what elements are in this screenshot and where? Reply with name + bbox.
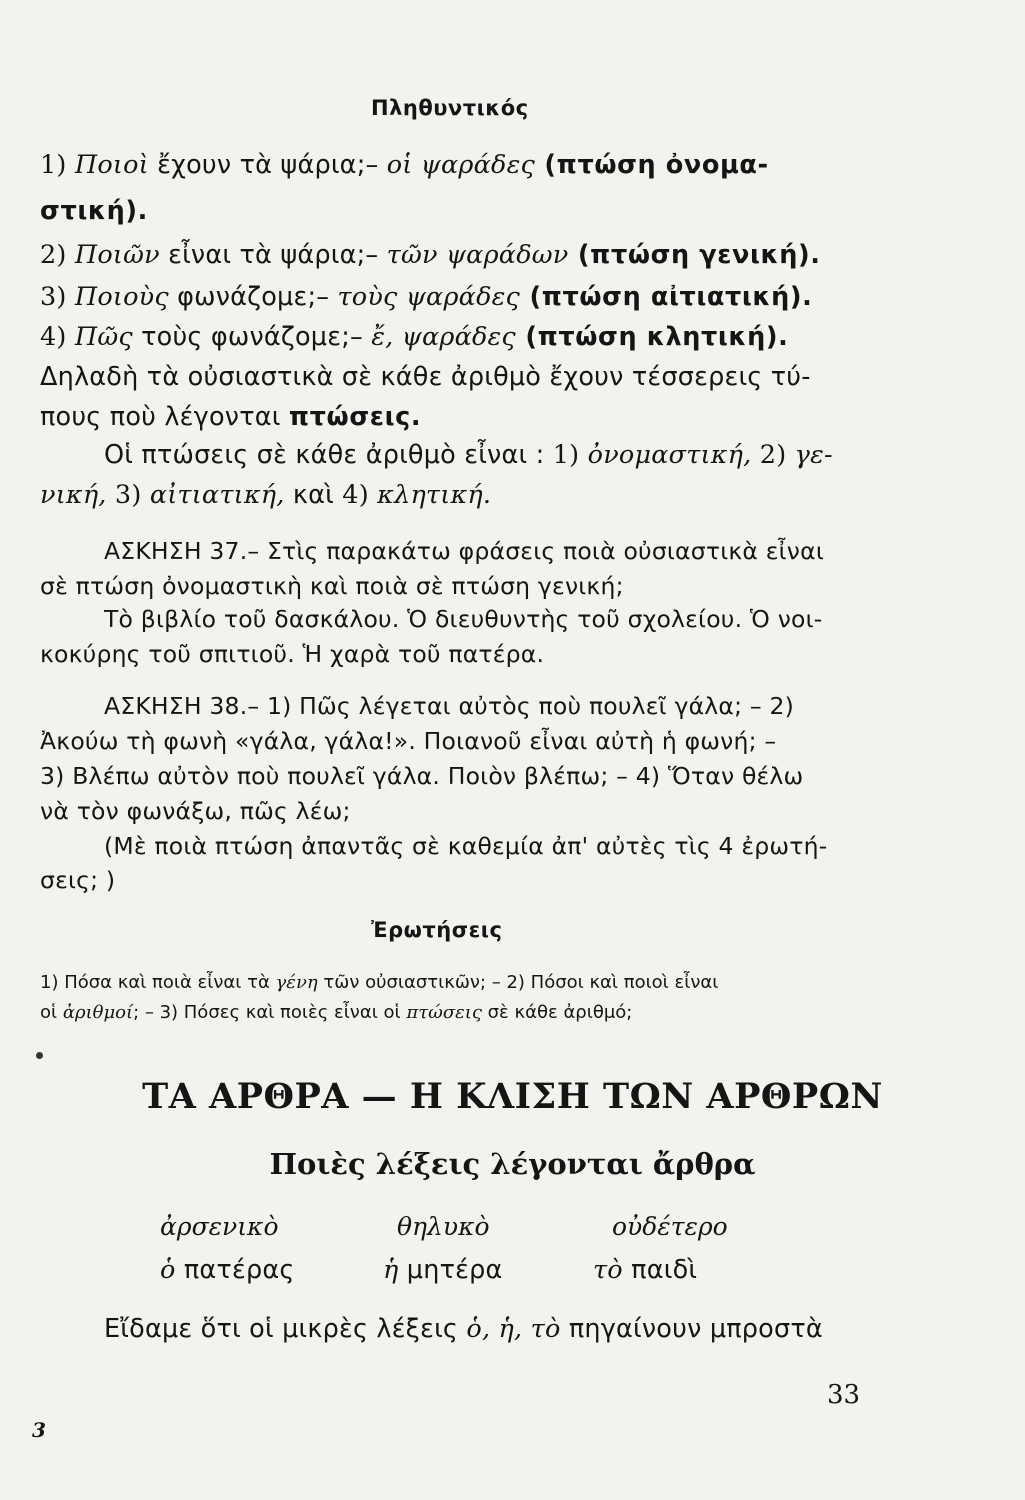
gender-label-neuter: οὐδέτερο	[612, 1212, 728, 1241]
questions-line-2: οἱ ἀριθμοί; – 3) Πόσες καὶ ποιὲς εἶναι οἱ πτώσεις σὲ κάθε ἀριθμό;	[40, 1002, 633, 1023]
summary-line-2: πους ποὺ λέγονται πτώσεις.	[40, 402, 422, 432]
gender-example-neuter: τὸ παιδὶ	[593, 1255, 698, 1285]
cases-list-line-2: νική, 3) αἰτιατική, καὶ 4) κλητική.	[40, 480, 492, 510]
gender-label-feminine: θηλυκὸ	[397, 1212, 490, 1241]
questions-line-1: 1) Πόσα καὶ ποιὰ εἶναι τὰ γένη τῶν οὐσιαστικῶν; – 2) Πόσοι καὶ ποιοὶ εἶναι	[40, 972, 719, 993]
exercise-38-line-1: ΑΣΚΗΣΗ 38.– 1) Πῶς λέγεται αὐτὸς ποὺ πουλεῖ γάλα; – 2)	[104, 692, 795, 720]
gender-label-masculine: ἀρσενικὸ	[160, 1212, 279, 1241]
exercise-37-line-4: κοκύρης τοῦ σπιτιοῦ. Ἡ χαρὰ τοῦ πατέρα.	[40, 640, 545, 668]
case-line-2: 2) Ποιῶν εἶναι τὰ ψάρια;– τῶν ψαράδων (πτώση γενική).	[40, 240, 821, 270]
exercise-38-line-5: (Μὲ ποιὰ πτώση ἀπαντᾶς σὲ καθεμία ἀπ' αὐτὲς τὶς 4 ἐρωτή-	[104, 832, 828, 860]
section-title: ΤΑ ΑΡΘΡΑ — Η ΚΛΙΣΗ ΤΩΝ ΑΡΘΡΩΝ	[142, 1076, 883, 1117]
exercise-38-line-6: σεις; )	[40, 866, 116, 894]
closing-line: Εἴδαμε ὅτι οἱ μικρὲς λέξεις ὁ, ἡ, τὸ πηγαίνουν μπροστὰ	[104, 1314, 823, 1344]
exercise-37-line-2: σὲ πτώση ὀνομαστικὴ καὶ ποιὰ σὲ πτώση γενική;	[40, 572, 624, 600]
exercise-38-line-2: Ἀκούω τὴ φωνὴ «γάλα, γάλα!». Ποιανοῦ εἶναι αὐτὴ ἡ φωνή; –	[40, 727, 777, 755]
case-line-1-cont: στική).	[40, 196, 148, 226]
case-line-4: 4) Πῶς τοὺς φωνάζομε;– ἔ, ψαράδες (πτώση κλητική).	[40, 322, 789, 352]
case-line-3: 3) Ποιοὺς φωνάζομε;– τοὺς ψαράδες (πτώση αἰτιατική).	[40, 282, 813, 312]
gender-example-masculine: ὁ πατέρας	[160, 1255, 295, 1285]
bullet-dot	[36, 1052, 43, 1059]
case-line-1: 1) Ποιοὶ ἔχουν τὰ ψάρια;– οἱ ψαράδες (πτώση ὀνομα-	[40, 150, 769, 180]
gender-example-feminine: ἡ μητέρα	[383, 1255, 503, 1285]
exercise-38-line-3: 3) Βλέπω αὐτὸν ποὺ πουλεῖ γάλα. Ποιὸν βλέπω; – 4) Ὅταν θέλω	[40, 762, 804, 790]
exercise-37-line-1: ΑΣΚΗΣΗ 37.– Στὶς παρακάτω φράσεις ποιὰ οὐσιαστικὰ εἶναι	[104, 537, 824, 565]
section-subtitle: Ποιὲς λέξεις λέγονται ἄρθρα	[269, 1147, 756, 1181]
exercise-38-line-4: νὰ τὸν φωνάξω, πῶς λέω;	[40, 797, 351, 825]
plural-heading: Πληθυντικός	[371, 96, 529, 120]
page-number: 33	[827, 1380, 861, 1410]
questions-heading: Ἐρωτήσεις	[371, 918, 503, 942]
exercise-37-line-3: Τὸ βιβλίο τοῦ δασκάλου. Ὁ διευθυντὴς τοῦ σχολείου. Ὁ νοι-	[104, 605, 823, 633]
cases-list-line-1: Οἱ πτώσεις σὲ κάθε ἀριθμὸ εἶναι : 1) ὀνομαστική, 2) γε-	[104, 440, 833, 470]
signature-mark: 3	[32, 1418, 46, 1442]
summary-line-1: Δηλαδὴ τὰ οὐσιαστικὰ σὲ κάθε ἀριθμὸ ἔχουν τέσσερεις τύ-	[40, 362, 811, 392]
